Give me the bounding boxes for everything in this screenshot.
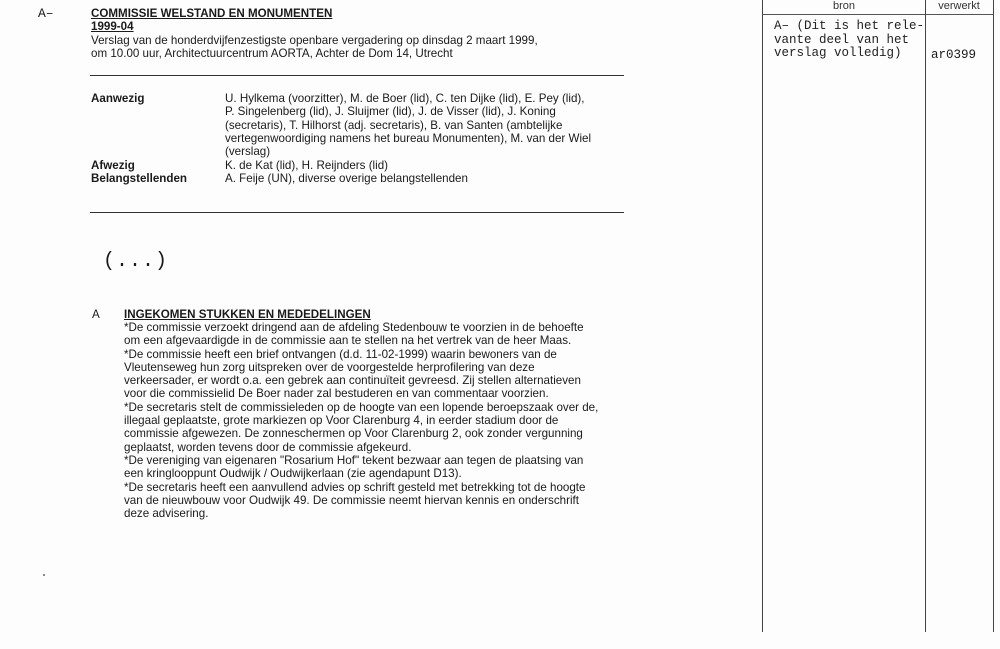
document-code: 1999-04 — [91, 20, 134, 33]
intro-line-1: Verslag van de honderdvijfenzestigste openbare vergadering op dinsdag 2 maart 1999, — [91, 34, 538, 47]
absent-label: Afwezig — [91, 159, 135, 172]
divider-middle — [90, 212, 624, 213]
table-left-border — [762, 0, 763, 632]
intro-line-2: om 10.00 uur, Architectuurcentrum AORTA, Achter de Dom 14, Utrecht — [91, 47, 453, 60]
omission-marker: (...) — [103, 250, 169, 273]
table-header-rule — [763, 14, 994, 15]
present-label: Aanwezig — [91, 92, 145, 105]
bron-note: A– (Dit is het rele- vante deel van het verslag volledig) — [774, 19, 925, 61]
absent-text: K. de Kat (lid), H. Reijnders (lid) — [225, 159, 389, 172]
margin-marker: A– — [38, 6, 54, 21]
interested-label: Belangstellenden — [91, 172, 187, 185]
column-header-verwerkt: verwerkt — [938, 0, 980, 12]
verwerkt-code: ar0399 — [931, 48, 977, 62]
table-column-divider — [925, 0, 926, 632]
present-text: U. Hylkema (voorzitter), M. de Boer (lid), C. ten Dijke (lid), E. Pey (lid), P. Singelenberg (lid), J. Sluijmer (lid), J. de Visser (lid), J. Koning (secretaris), T. Hilhorst (adj. secretaris), B. van Santen (ambtelijke vertegenwoordiging namens het bureau Monumenten), M. van der Wiel (verslag) — [225, 92, 592, 159]
scan-speck — [43, 574, 45, 576]
section-letter: A — [92, 308, 100, 321]
section-title: INGEKOMEN STUKKEN EN MEDEDELINGEN — [124, 308, 371, 321]
divider-top — [90, 75, 624, 76]
section-body: *De commissie verzoekt dringend aan de afdeling Stedenbouw te voorzien in de behoefte om een afgevaardigde in de commissie aan te stellen na het vertrek van de heer Maas. *De commissie heeft een brief ontvangen (d.d. 11-02-1999) waarin bewoners van de Vleutenseweg hun zorg uitspreken over de voorgestelde herprofilering van deze verkeersader, er wordt o.a. een gebrek aan continuïteit gevreesd. Zij stellen alternatieven voor die commissielid De Boer nader zal bestuderen en van commentaar voorzien. *De secretaris stelt de commissieleden op de hoogte van een lopende beroepszaak over de, illegaal geplaatste, grote markiezen op Voor Clarenburg 4, in eerder stadium door de commissie afgewezen. De zonneschermen op Voor Clarenburg 2, ook zonder vergunning geplaatst, worden tevens door de commissie afgekeurd. *De vereniging van eigenaren "Rosarium Hof" tekent bezwaar aan tegen de plaatsing van een kringlooppunt Oudwijk / Oudwijkerlaan (zie agendapunt D13). *De secretaris heeft een aanvullend advies op schrift gesteld met betrekking tot de hoogte van de nieuwbouw voor Oudwijk 49. De commissie neemt hiervan kennis en onderschrift deze advisering. — [124, 321, 599, 521]
interested-text: A. Feije (UN), diverse overige belangstellenden — [225, 172, 468, 185]
document-title: COMMISSIE WELSTAND EN MONUMENTEN — [91, 7, 333, 20]
column-header-bron: bron — [832, 0, 856, 12]
table-right-border — [993, 0, 994, 632]
